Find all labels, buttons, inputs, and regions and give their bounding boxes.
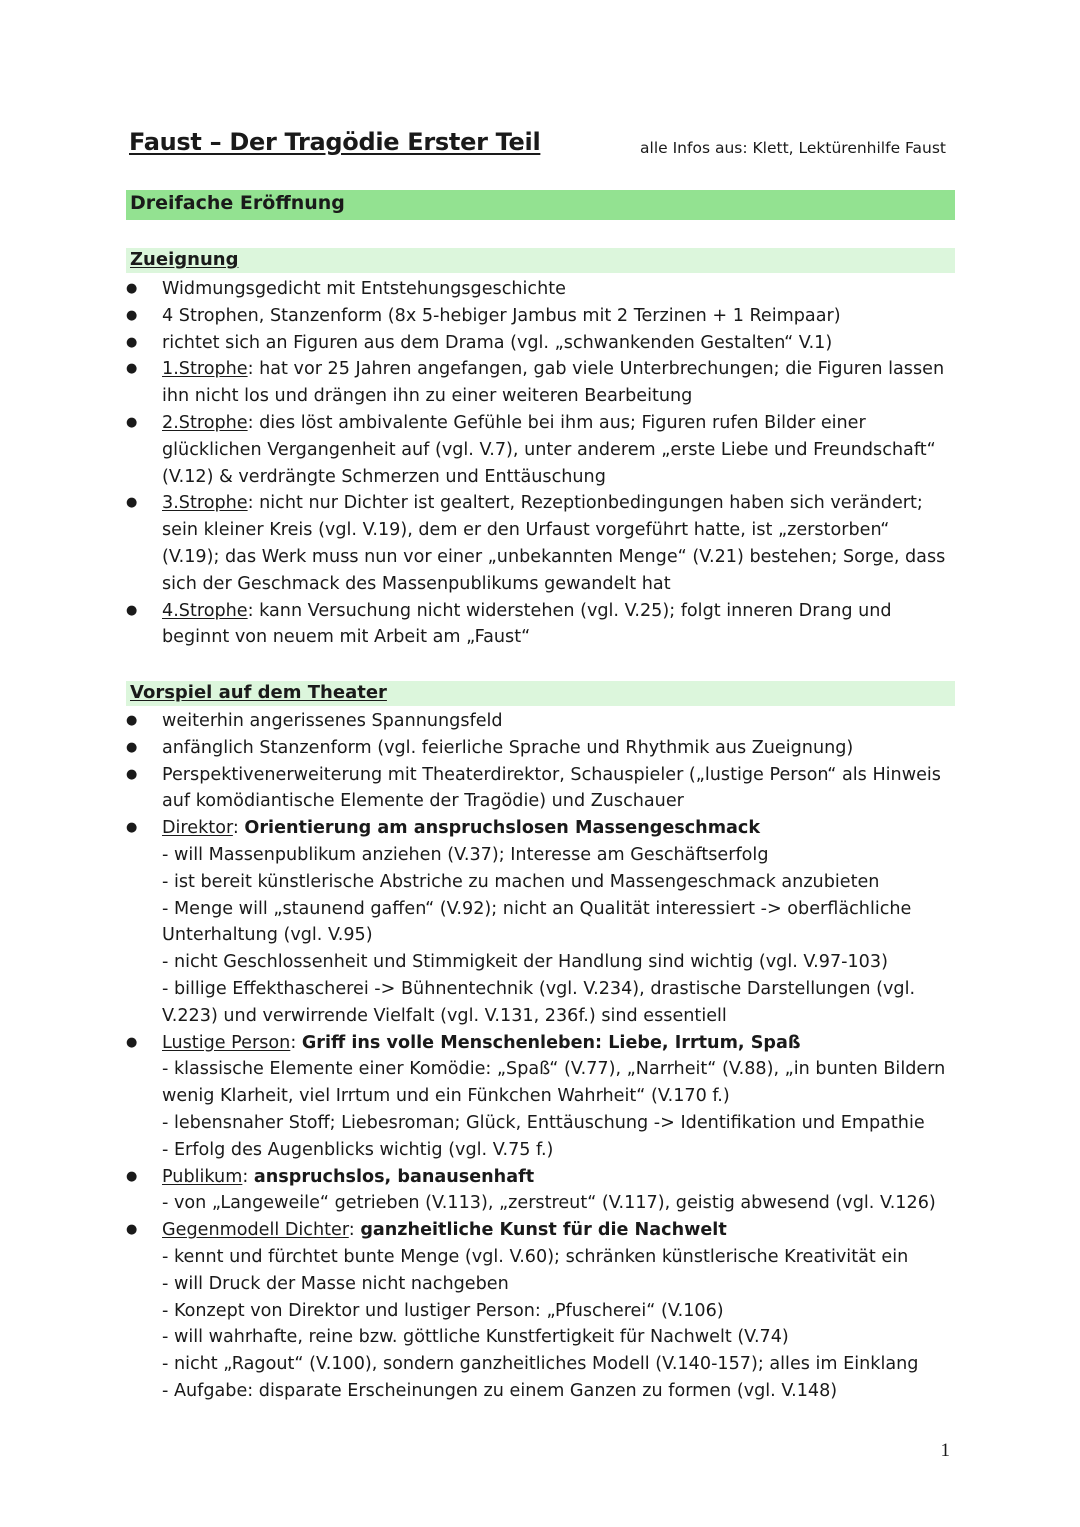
list-item: ● Perspektivenerweiterung mit Theaterdirektor, Schauspieler („lustige Person“ als Hinweis auf komödiantische Elemente der Tragödie) und Zuschauer [0,762,952,816]
list-item: ● 4 Strophen, Stanzenform (8x 5-hebiger Jambus mit 2 Terzinen + 1 Reimpaar) [0,303,952,330]
item-emphasis: ganzheitliche Kunst für die Nachwelt [360,1220,727,1241]
item-lead: Gegenmodell Dichter [162,1220,349,1241]
list-item-publikum: ● Publikum: anspruchslos, banausenhaft - von „Langeweile“ getrieben (V.113), „zerstreut“ (V.117), geistig abwesend (vgl. V.126) [0,1164,952,1218]
list-item: ● 4.Strophe: kann Versuchung nicht widerstehen (vgl. V.25); folgt inneren Drang und beginnt von neuem mit Arbeit am „Faust“ [0,598,952,652]
sub-line: - billige Effekthascherei -> Bühnentechnik (vgl. V.234), drastische Darstellungen (vgl. V.223) und verwirrende Vielfalt (vgl. V.131, 236f.) sind essentiell [162,978,916,1026]
sub-line: - will Druck der Masse nicht nachgeben [162,1273,509,1294]
sub-line: - Menge will „staunend gaffen“ (V.92); nicht an Qualität interessiert -> oberflächliche Unterhaltung (vgl. V.95) [162,898,912,946]
sub-line: - Aufgabe: disparate Erscheinungen zu einem Ganzen zu formen (vgl. V.148) [162,1380,838,1401]
sub-line: - klassische Elemente einer Komödie: „Spaß“ (V.77), „Narrheit“ (V.88), „in bunten Bildern wenig Klarheit, viel Irrtum und ein Fünkchen Wahrheit“ (V.170 f.) [162,1059,946,1107]
item-lead: 4.Strophe [162,600,248,621]
item-emphasis: Orientierung am anspruchslosen Massengeschmack [244,818,761,839]
list-item: ● richtet sich an Figuren aus dem Drama (vgl. „schwankenden Gestalten“ V.1) [0,330,952,357]
sub-line: - will wahrhafte, reine bzw. göttliche Kunstfertigkeit für Nachwelt (V.74) [162,1327,789,1348]
list-item-direktor: ● Direktor: Orientierung am anspruchslosen Massengeschmack - will Massenpublikum anziehen (V.37); Interesse am Geschäftserfolg - ist bereit künstlerische Abstriche zu machen und Massengeschmack anzubieten - Menge will „staunend gaffen“ (V.92); nicht an Qualität interessiert -> oberflächliche Unterhaltung (vgl. V.95) - nicht Geschlossenheit und Stimmigkeit der Handlung sind wichtig (vgl. V.97-103) - billige Effekthascherei -> Bühnentechnik (vgl. V.234), drastische Darstellungen (vgl. V.223) und verwirrende Vielfalt (vgl. V.131, 236f.) sind essentiell [0,815,952,1029]
page-number: 1 [940,1440,950,1461]
sub-line: - ist bereit künstlerische Abstriche zu machen und Massengeschmack anzubieten [162,871,880,892]
sub-line: - nicht „Ragout“ (V.100), sondern ganzheitliches Modell (V.140-157); alles im Einklang [162,1354,919,1375]
subsection-heading-bar-zueignung [126,248,955,273]
sub-line: - von „Langeweile“ getrieben (V.113), „zerstreut“ (V.117), geistig abwesend (vgl. V.126) [162,1193,936,1214]
item-lead: 3.Strophe [162,493,248,514]
item-lead: 2.Strophe [162,412,248,433]
item-emphasis: anspruchslos, banausenhaft [253,1166,535,1187]
vorspiel-list [0,708,1000,1405]
zueignung-list [0,276,1000,651]
list-item: ● 1.Strophe: hat vor 25 Jahren angefangen, gab viele Unterbrechungen; die Figuren lassen ihn nicht los und drängen ihn zu einer weiteren Bearbeitung [0,356,952,410]
list-item: ● 2.Strophe: dies löst ambivalente Gefühle bei ihm aus; Figuren rufen Bilder einer glücklichen Vergangenheit auf (vgl. V.7), unter anderem „erste Liebe und Freundschaft“ (V.12) & verdrängte Schmerzen und Enttäuschung [0,410,952,490]
list-item-dichter: ● Gegenmodell Dichter: ganzheitliche Kunst für die Nachwelt - kennt und fürchtet bunte Menge (vgl. V.60); schränken künstlerische Kreativität ein - will Druck der Masse nicht nachgeben - Konzept von Direktor und lustiger Person: „Pfuscherei“ (V.106) - will wahrhafte, reine bzw. göttliche Kunstfertigkeit für Nachwelt (V.74) - nicht „Ragout“ (V.100), sondern ganzheitliches Modell (V.140-157); alles im Einklang - Aufgabe: disparate Erscheinungen zu einem Ganzen zu formen (vgl. V.148) [0,1217,952,1405]
item-lead: Direktor [162,818,233,839]
sub-line: - kennt und fürchtet bunte Menge (vgl. V.60); schränken künstlerische Kreativität ein [162,1246,909,1267]
subsection-heading-bar-vorspiel [126,681,955,706]
subsection-heading-zueignung: Zueignung [130,249,239,270]
list-item: ● weiterhin angerissenes Spannungsfeld [0,708,952,735]
section-heading-bar [126,190,955,220]
list-item: ● 3.Strophe: nicht nur Dichter ist gealtert, Rezeptionbedingungen haben sich verändert; sein kleiner Kreis (vgl. V.19), dem er den Urfaust vorgeführt hatte, ist „zerstorben“ (V.19); das Werk muss nun vor einer „unbekannten Menge“ (V.21) bestehen; Sorge, dass sich der Geschmack des Massenpublikums gewandelt hat [0,490,952,597]
item-emphasis: Griff ins volle Menschenleben: Liebe, Irrtum, Spaß [301,1032,801,1053]
sub-line: - lebensnaher Stoff; Liebesroman; Glück, Enttäuschung -> Identifikation und Empathie [162,1112,925,1133]
sub-line: - Konzept von Direktor und lustiger Person: „Pfuscherei“ (V.106) [162,1300,724,1321]
section-heading: Dreifache Eröffnung [130,192,345,214]
item-lead: Lustige Person [162,1032,291,1053]
sub-line: - Erfolg des Augenblicks wichtig (vgl. V.75 f.) [162,1139,554,1160]
list-item: ● Widmungsgedicht mit Entstehungsgeschichte [0,276,952,303]
item-lead: 1.Strophe [162,359,248,380]
item-lead: Publikum [162,1166,243,1187]
sub-line: - will Massenpublikum anziehen (V.37); Interesse am Geschäftserfolg [162,844,769,865]
subsection-heading-vorspiel: Vorspiel auf dem Theater [130,682,387,703]
list-item: ● anfänglich Stanzenform (vgl. feierliche Sprache und Rhythmik aus Zueignung) [0,735,952,762]
list-item-lustige-person: ● Lustige Person: Griff ins volle Menschenleben: Liebe, Irrtum, Spaß - klassische Elemente einer Komödie: „Spaß“ (V.77), „Narrheit“ (V.88), „in bunten Bildern wenig Klarheit, viel Irrtum und ein Fünkchen Wahrheit“ (V.170 f.) - lebensnaher Stoff; Liebesroman; Glück, Enttäuschung -> Identifikation und Empathie - Erfolg des Augenblicks wichtig (vgl. V.75 f.) [0,1030,952,1164]
source-note: alle Infos aus: Klett, Lektürenhilfe Faust [640,139,946,157]
document-title: Faust – Der Tragödie Erster Teil [129,128,541,156]
sub-line: - nicht Geschlossenheit und Stimmigkeit der Handlung sind wichtig (vgl. V.97-103) [162,952,888,973]
